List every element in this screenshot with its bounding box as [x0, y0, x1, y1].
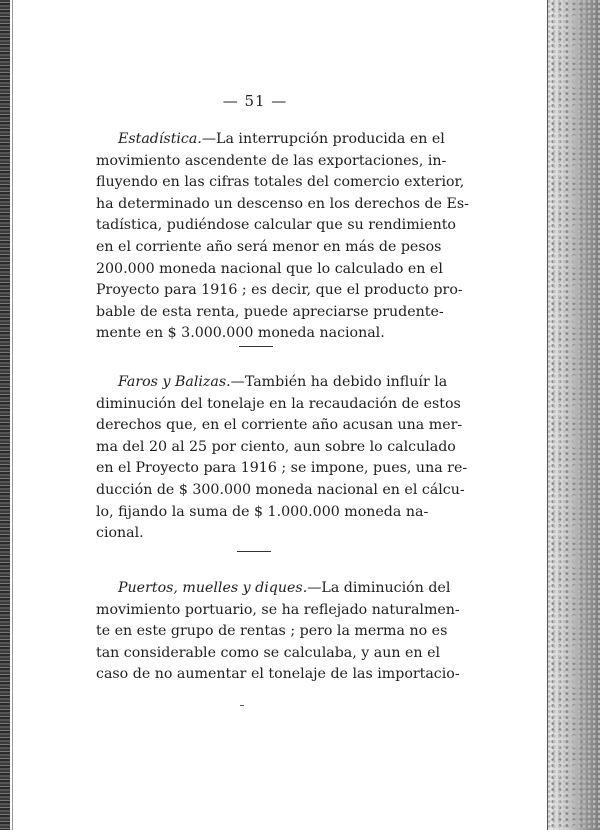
paragraph-line: mente en $ 3.000.000 moneda nacional.	[96, 325, 385, 342]
paragraph-line: en el Proyecto para 1916 ; se impone, pues, una re-	[96, 460, 468, 477]
paragraph-line: tadística, pudiéndose calcular que su rendimiento	[96, 217, 456, 234]
section-heading: Estadística.	[118, 131, 202, 147]
paragraph-line: diminución del tonelaje en la recaudación de estos	[96, 395, 461, 412]
paragraph-line: ha determinado un descenso en los derechos de Es-	[96, 195, 469, 212]
section-puertos	[96, 578, 460, 686]
ink-speck	[240, 705, 244, 706]
paragraph-line: ma del 20 al 25 por ciento, aun sobre lo calculado	[96, 438, 456, 455]
section-faros-balizas	[96, 372, 468, 545]
paragraph-line: derechos que, en el corriente año acusan una mer-	[96, 417, 463, 434]
section-first-line	[96, 578, 451, 600]
section-divider	[239, 346, 273, 347]
scan-right-edge	[548, 0, 600, 830]
scan-left-rule	[12, 0, 13, 830]
paragraph-line: lo, fijando la suma de $ 1.000.000 moneda na-	[96, 503, 429, 520]
paragraph-line: tan considerable como se calculaba, y aun en el	[96, 644, 440, 661]
paragraph-line: 200.000 moneda nacional que lo calculado en el	[96, 260, 443, 277]
section-first-line	[96, 129, 445, 151]
paragraph-line: fluyendo en las cifras totales del comercio exterior,	[96, 174, 465, 191]
paragraph-line: en el corriente año será menor en más de pesos	[96, 238, 442, 255]
paragraph-line: —La interrupción producida en el	[201, 131, 445, 147]
scan-right-rule	[547, 0, 548, 830]
paragraph-line: te en este grupo de rentas ; pero la merma no es	[96, 623, 448, 640]
paragraph-line: bable de esta renta, puede apreciarse prudente-	[96, 303, 444, 320]
paragraph-line: Proyecto para 1916 ; es decir, que el producto pro-	[96, 282, 463, 299]
paragraph-line: cional.	[96, 525, 144, 542]
paragraph-line: —También ha debido influír la	[230, 374, 448, 390]
section-estadistica	[96, 129, 469, 345]
page-number: — 51 —	[222, 92, 288, 110]
scan-left-edge	[0, 0, 10, 830]
paragraph-line: movimiento ascendente de las exportaciones, in-	[96, 152, 447, 169]
paragraph-line: ducción de $ 300.000 moneda nacional en el cálcu-	[96, 481, 465, 498]
paragraph-line: caso de no aumentar el tonelaje de las importacio-	[96, 666, 460, 683]
paragraph-line: —La diminución del	[307, 580, 451, 596]
paragraph-line: movimiento portuario, se ha reflejado naturalmen-	[96, 601, 460, 618]
section-heading: Puertos, muelles y diques.	[118, 580, 308, 596]
section-divider	[237, 551, 271, 552]
section-first-line	[96, 372, 448, 394]
section-heading: Faros y Balizas.	[118, 374, 231, 390]
